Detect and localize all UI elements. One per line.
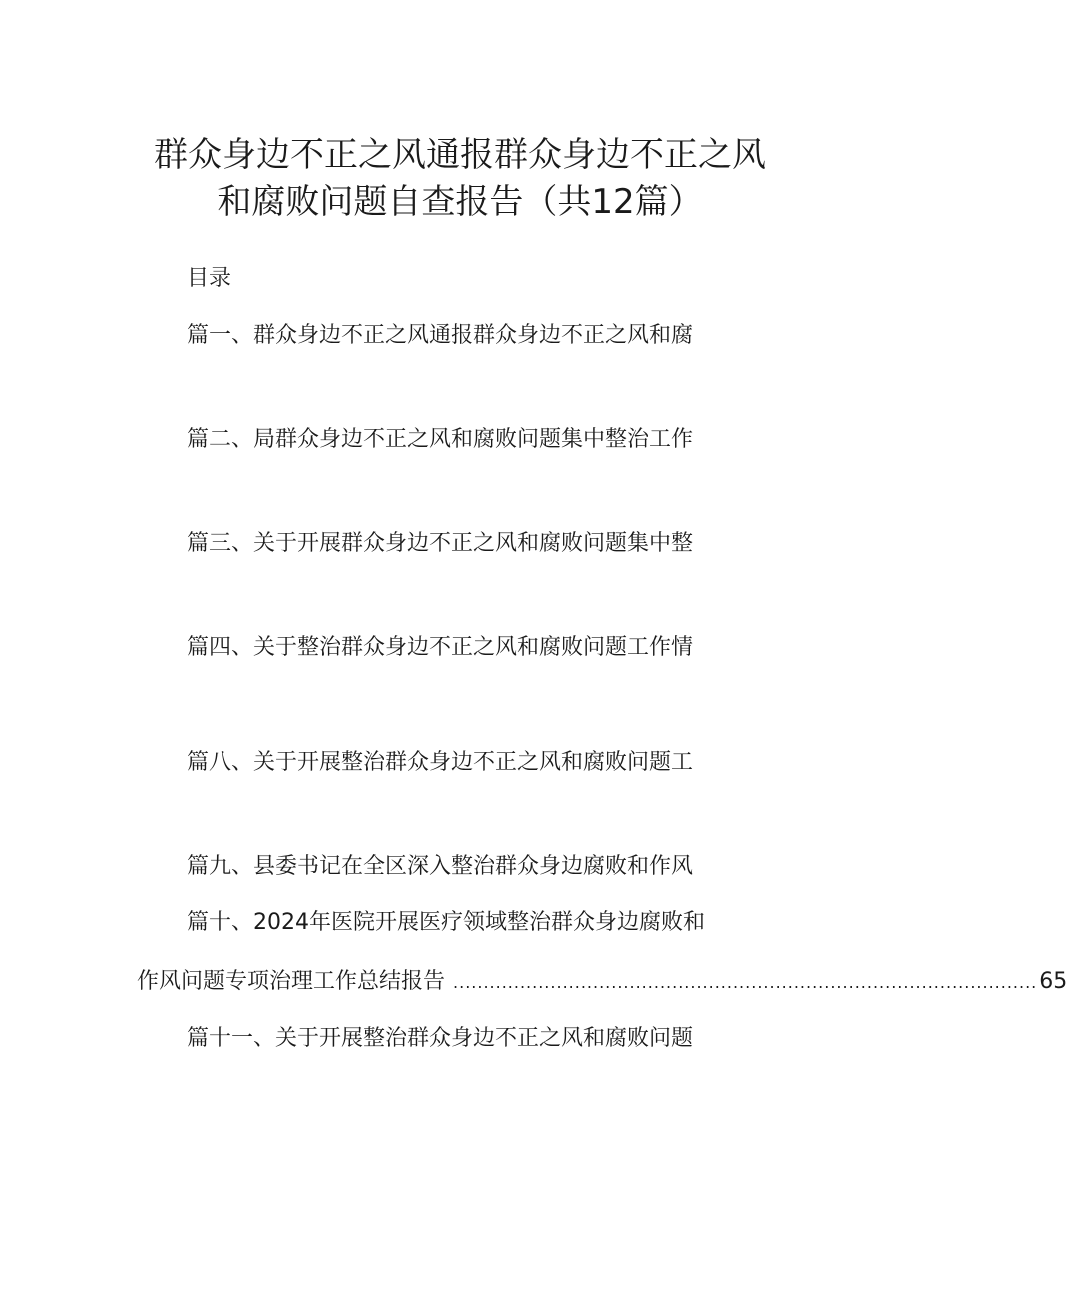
toc-entry-10-text: 作风问题专项治理工作总结报告 (137, 969, 446, 994)
document-title-line-2: 和腐败问题自查报告（共12篇） (217, 182, 703, 222)
toc-entry-9[interactable]: 篇九、县委书记在全区深入整治群众身边腐败和作风 (187, 854, 694, 879)
toc-entry-10-line-1[interactable]: 篇十、2024年医院开展医疗领域整治群众身边腐败和 (187, 910, 705, 935)
toc-entry-4[interactable]: 篇四、关于整治群众身边不正之风和腐败问题工作情 (187, 635, 694, 660)
toc-entry-1[interactable]: 篇一、群众身边不正之风通报群众身边不正之风和腐 (187, 323, 694, 348)
toc-entry-2[interactable]: 篇二、局群众身边不正之风和腐败问题集中整治工作 (187, 427, 694, 452)
toc-entry-11[interactable]: 篇十一、关于开展整治群众身边不正之风和腐败问题 (187, 1026, 694, 1051)
toc-leader-dots: ................................................................................................ (453, 973, 1038, 992)
toc-page-number: 65 (1039, 969, 1067, 994)
toc-entry-8[interactable]: 篇八、关于开展整治群众身边不正之风和腐败问题工 (187, 750, 694, 775)
toc-heading: 目录 (187, 266, 232, 291)
toc-entry-3[interactable]: 篇三、关于开展群众身边不正之风和腐败问题集中整 (187, 531, 694, 556)
document-title-line-1: 群众身边不正之风通报群众身边不正之风 (154, 135, 766, 175)
toc-entry-10-line-2[interactable] (137, 967, 1067, 998)
